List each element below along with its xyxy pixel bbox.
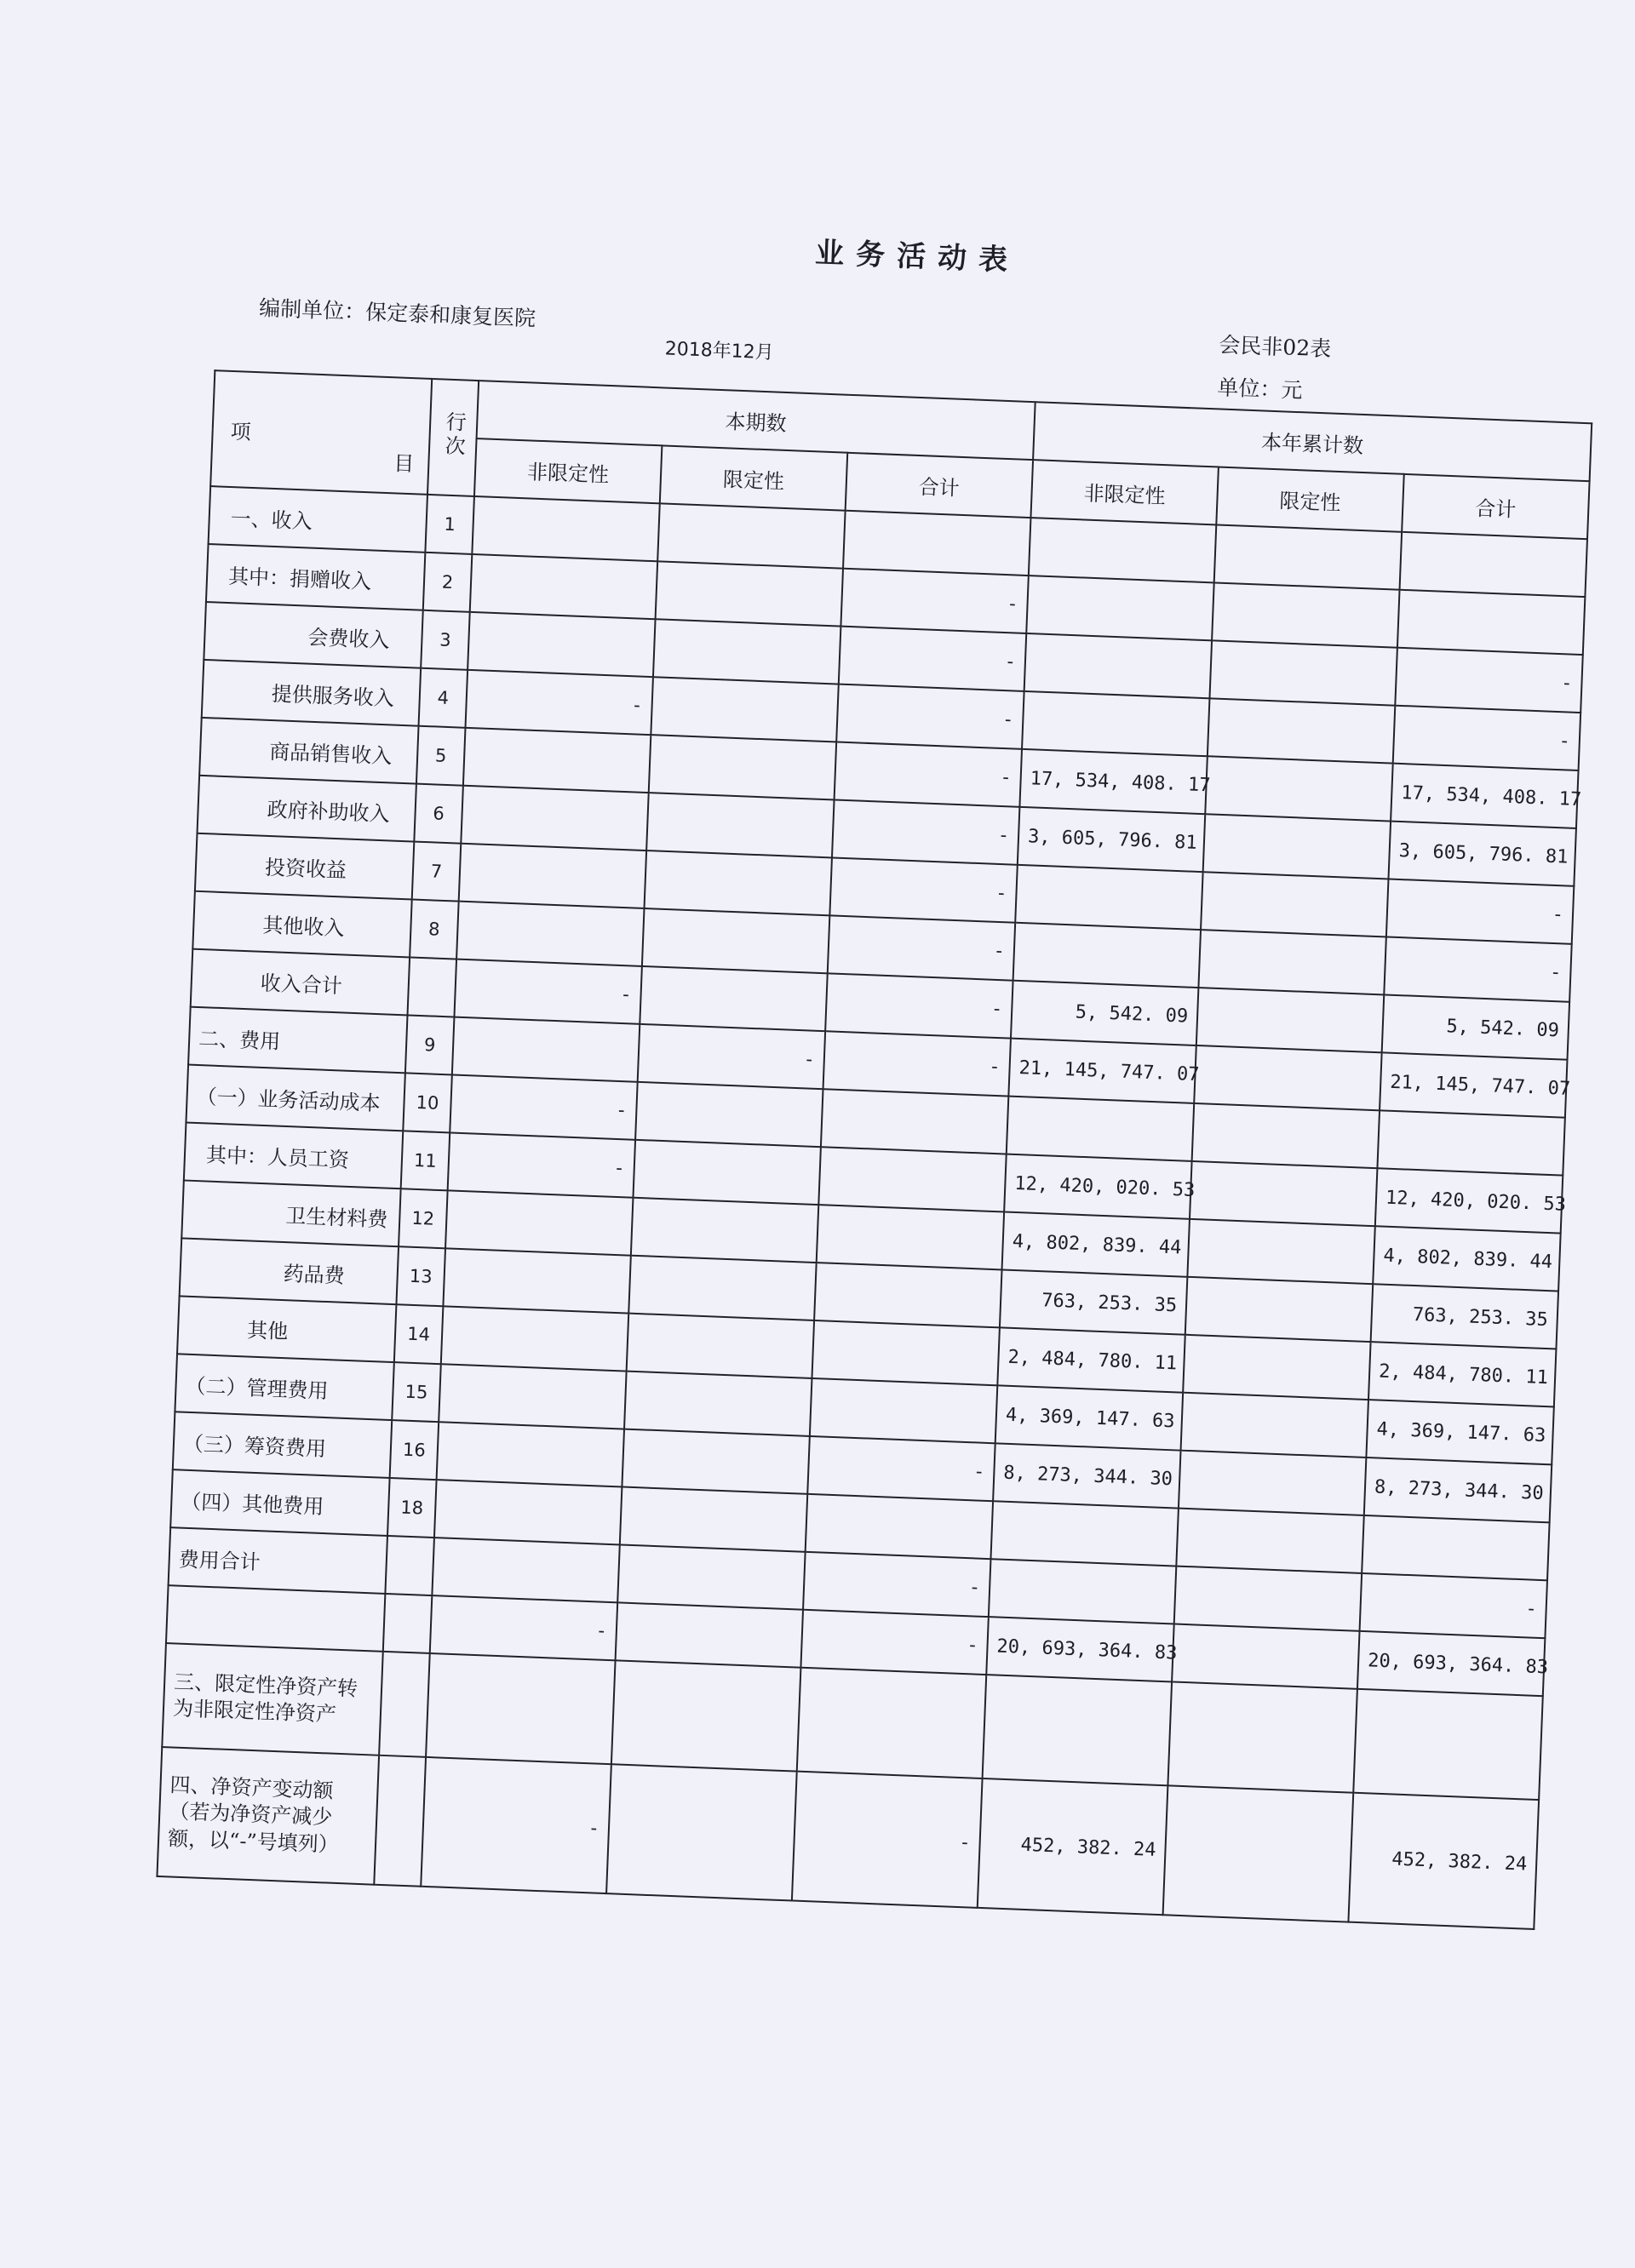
cell-current-total [812,1320,999,1385]
report-sheet [167,179,1609,1876]
row-line [385,1536,434,1595]
cell-ytd-total [1377,1110,1564,1175]
header-line-number [427,379,479,496]
cell-current-restricted [640,966,827,1031]
cell-current-restricted [620,1486,807,1551]
cell-current-restricted [617,1544,805,1609]
cell-current-total [810,1378,997,1443]
header-current-period: 本期数 [477,381,1036,460]
header-current-total: 合计 [846,453,1033,518]
cell-current-total: - [835,742,1022,807]
cell-ytd-restricted [1196,988,1384,1052]
cell-current-restricted [645,850,832,915]
cell-current-restricted [656,561,843,626]
cell-current-unrestricted [470,554,657,619]
row-line: 18 [387,1478,437,1538]
row-item: 其中：人员工资 [184,1123,403,1189]
reporting-unit: 编制单位：保定泰和康复医院 [258,295,536,331]
cell-ytd-restricted [1172,1624,1359,1688]
cell-ytd-unrestricted: 12, 420, 020. 53 [1004,1154,1191,1219]
row-item: 其他 [177,1296,396,1362]
header-current-unrestricted: 非限定性 [474,438,662,503]
cell-ytd-restricted [1176,1509,1363,1573]
row-line: 10 [403,1073,452,1132]
cell-ytd-restricted [1190,1161,1377,1226]
row-item: （二）管理费用 [175,1354,393,1420]
row-item: （四）其他费用 [170,1469,389,1536]
cell-current-restricted [653,619,840,684]
row-item: 政府补助收入 [198,776,416,842]
cell-ytd-restricted [1179,1451,1366,1515]
row-line: 2 [423,553,473,612]
cell-ytd-total: - [1384,936,1571,1001]
header-item-left: 项 [230,419,252,444]
header-ytd-total: 合计 [1402,474,1589,539]
cell-ytd-unrestricted: 20, 693, 364. 83 [986,1617,1173,1681]
row-item: 卫生材料费 [181,1180,400,1246]
header-line-number-label: 行次 [440,410,467,460]
row-item [166,1585,385,1652]
cell-current-restricted [657,503,845,568]
cell-ytd-restricted [1181,1393,1368,1458]
row-item: 会费收入 [204,602,422,668]
cell-ytd-total [1397,590,1585,655]
cell-ytd-restricted [1203,814,1391,879]
cell-current-restricted [646,793,834,857]
cell-current-total: - [825,973,1013,1038]
cell-ytd-restricted [1185,1277,1373,1342]
row-item: 提供服务收入 [202,660,421,726]
cell-ytd-total: 8, 273, 344. 30 [1364,1458,1552,1522]
report-period: 2018年12月 [664,338,775,364]
row-line [383,1594,433,1653]
cell-current-total: - [836,684,1024,749]
cell-ytd-restricted [1163,1785,1354,1922]
header-year-to-date: 本年累计数 [1033,402,1592,481]
cell-current-total [797,1668,987,1778]
cell-ytd-unrestricted: 2, 484, 780. 11 [997,1327,1185,1392]
cell-current-unrestricted [463,728,651,793]
row-item: 三、限定性净资产转为非限定性净资产 [162,1643,382,1755]
cell-current-restricted [633,1140,820,1205]
cell-current-unrestricted [441,1306,628,1371]
cell-ytd-unrestricted [1007,1097,1194,1161]
cell-current-total [817,1205,1004,1269]
cell-current-total: - [792,1772,983,1908]
row-item: （三）筹资费用 [173,1412,392,1478]
cell-current-restricted [606,1764,797,1900]
row-line [374,1755,426,1887]
cell-ytd-total [1362,1515,1549,1580]
cell-current-total: - [800,1610,988,1675]
cell-ytd-unrestricted: 5, 542. 09 [1011,981,1198,1045]
cell-current-unrestricted [434,1480,622,1544]
cell-current-restricted [631,1198,818,1263]
cell-ytd-restricted [1192,1103,1380,1168]
cell-ytd-unrestricted: 8, 273, 344. 30 [993,1443,1180,1508]
cell-ytd-total: 452, 382. 24 [1348,1793,1539,1929]
cell-current-restricted [616,1602,803,1667]
cell-ytd-unrestricted [1024,633,1212,698]
document-title: 业务活动表 [814,236,1020,278]
row-item: 药品费 [180,1238,399,1304]
row-line: 13 [396,1246,445,1306]
row-item: （一）业务活动成本 [186,1065,404,1131]
cell-current-unrestricted [472,496,659,561]
cell-ytd-unrestricted: 4, 369, 147. 63 [995,1385,1183,1450]
row-item: 二、费用 [188,1007,407,1074]
cell-ytd-unrestricted: 452, 382. 24 [978,1778,1168,1915]
row-line: 12 [399,1188,448,1248]
cell-ytd-unrestricted [1022,691,1209,756]
row-line: 6 [414,784,463,844]
cell-current-restricted [642,908,829,973]
header-item-right: 目 [393,451,415,477]
cell-ytd-total: 12, 420, 020. 53 [1375,1168,1563,1233]
row-line: 5 [416,726,466,786]
row-line: 9 [405,1015,455,1074]
cell-current-restricted [649,735,836,799]
cell-ytd-restricted [1198,930,1385,994]
cell-current-unrestricted [452,1017,640,1082]
cell-current-unrestricted [426,1653,616,1764]
cell-ytd-total [1400,532,1587,597]
activity-statement-table [156,369,1592,1930]
cell-ytd-unrestricted: 21, 145, 747. 07 [1008,1039,1196,1103]
currency-unit: 单位：元 [1216,375,1304,404]
row-item: 四、净资产变动额（若为净资产减少额，以“-”号填列） [157,1747,379,1885]
cell-ytd-restricted [1209,640,1397,705]
cell-ytd-unrestricted [1015,865,1202,930]
row-line: 8 [410,900,459,959]
cell-ytd-restricted [1214,524,1402,589]
cell-ytd-restricted [1174,1566,1362,1631]
row-item: 费用合计 [169,1527,387,1594]
cell-current-total [821,1089,1008,1154]
cell-current-total: - [807,1436,995,1501]
row-line: 4 [419,668,468,728]
cell-ytd-unrestricted [989,1559,1176,1624]
header-ytd-unrestricted: 非限定性 [1030,460,1218,524]
cell-current-total [806,1494,993,1559]
cell-ytd-restricted [1208,698,1395,763]
cell-current-total: - [839,627,1026,691]
cell-ytd-unrestricted: 3, 605, 796. 81 [1018,807,1205,872]
cell-ytd-total: 17, 534, 408. 17 [1391,764,1578,828]
cell-ytd-total: 2, 484, 780. 11 [1368,1342,1556,1406]
cell-ytd-unrestricted [1013,923,1201,988]
cell-current-restricted [622,1429,809,1494]
cell-current-total: - [803,1552,990,1617]
cell-ytd-unrestricted [1026,576,1213,640]
cell-current-unrestricted: - [421,1757,611,1893]
cell-ytd-restricted [1167,1681,1357,1792]
cell-current-total [843,511,1030,576]
cell-current-unrestricted [437,1422,624,1486]
cell-ytd-total: 4, 369, 147. 63 [1366,1400,1553,1464]
cell-current-unrestricted: - [466,670,653,735]
cell-current-unrestricted: - [454,959,641,1024]
cell-current-unrestricted [432,1538,619,1602]
cell-ytd-restricted [1187,1219,1374,1284]
cell-current-total: - [832,799,1019,864]
cell-ytd-restricted [1194,1045,1381,1110]
cell-current-total [818,1147,1006,1211]
cell-ytd-unrestricted: 4, 802, 839. 44 [1002,1211,1190,1276]
cell-current-total [814,1263,1001,1327]
row-line: 1 [425,495,474,554]
cell-current-unrestricted [456,902,644,966]
cell-current-total: - [840,569,1028,633]
cell-ytd-unrestricted [990,1501,1178,1566]
header-item [210,370,432,495]
cell-current-unrestricted: - [448,1132,635,1197]
cell-ytd-total: 5, 542. 09 [1382,994,1569,1059]
row-item: 投资收益 [195,833,414,900]
row-item: 收入合计 [191,949,410,1016]
cell-current-restricted [628,1256,816,1320]
row-line [407,957,456,1017]
header-ytd-restricted: 限定性 [1216,467,1403,532]
cell-current-restricted [611,1660,801,1771]
cell-ytd-unrestricted: 763, 253. 35 [1000,1269,1187,1334]
cell-current-restricted [627,1314,814,1378]
cell-current-restricted [651,677,838,742]
cell-current-restricted: - [638,1024,825,1089]
row-item: 其他收入 [192,891,411,958]
cell-ytd-restricted [1205,756,1392,821]
cell-ytd-total: 20, 693, 364. 83 [1357,1631,1545,1696]
cell-ytd-total: - [1395,648,1582,713]
row-line [379,1652,430,1757]
cell-ytd-total: 4, 802, 839. 44 [1373,1226,1560,1291]
cell-ytd-total: 3, 605, 796. 81 [1388,822,1575,886]
row-item: 其中：捐赠收入 [206,544,425,610]
cell-current-restricted [624,1372,812,1436]
cell-current-unrestricted [468,612,655,677]
cell-current-unrestricted [445,1190,633,1255]
cell-ytd-restricted [1201,872,1388,936]
cell-current-total: - [829,857,1017,922]
row-line: 7 [412,842,462,902]
form-code: 会民非02表 [1218,332,1332,362]
row-line: 15 [392,1362,441,1422]
header-current-restricted: 限定性 [660,445,847,510]
cell-ytd-total: 763, 253. 35 [1371,1284,1558,1349]
cell-ytd-total: - [1360,1573,1547,1638]
cell-current-unrestricted [439,1364,626,1429]
cell-current-unrestricted [461,786,648,850]
cell-current-unrestricted [443,1248,630,1313]
cell-ytd-restricted [1212,582,1399,647]
cell-current-restricted [635,1082,823,1147]
cell-ytd-total: - [1386,879,1574,944]
row-item: 一、收入 [209,486,427,553]
row-line: 14 [394,1304,444,1364]
cell-current-total: - [823,1031,1011,1096]
cell-ytd-total [1353,1689,1543,1800]
cell-current-unrestricted: - [430,1595,617,1660]
cell-ytd-restricted [1183,1335,1370,1400]
cell-ytd-unrestricted [1029,518,1216,582]
cell-ytd-unrestricted [983,1675,1173,1785]
cell-current-total: - [828,915,1015,980]
cell-ytd-total: - [1393,706,1580,770]
row-line: 16 [390,1420,439,1480]
row-line: 11 [401,1131,450,1190]
cell-current-unrestricted [459,844,646,908]
row-item: 商品销售收入 [199,718,418,784]
cell-current-unrestricted: - [450,1074,637,1139]
cell-ytd-total: 21, 145, 747. 07 [1380,1052,1567,1117]
row-line: 3 [421,610,470,670]
cell-ytd-unrestricted: 17, 534, 408. 17 [1019,749,1207,814]
